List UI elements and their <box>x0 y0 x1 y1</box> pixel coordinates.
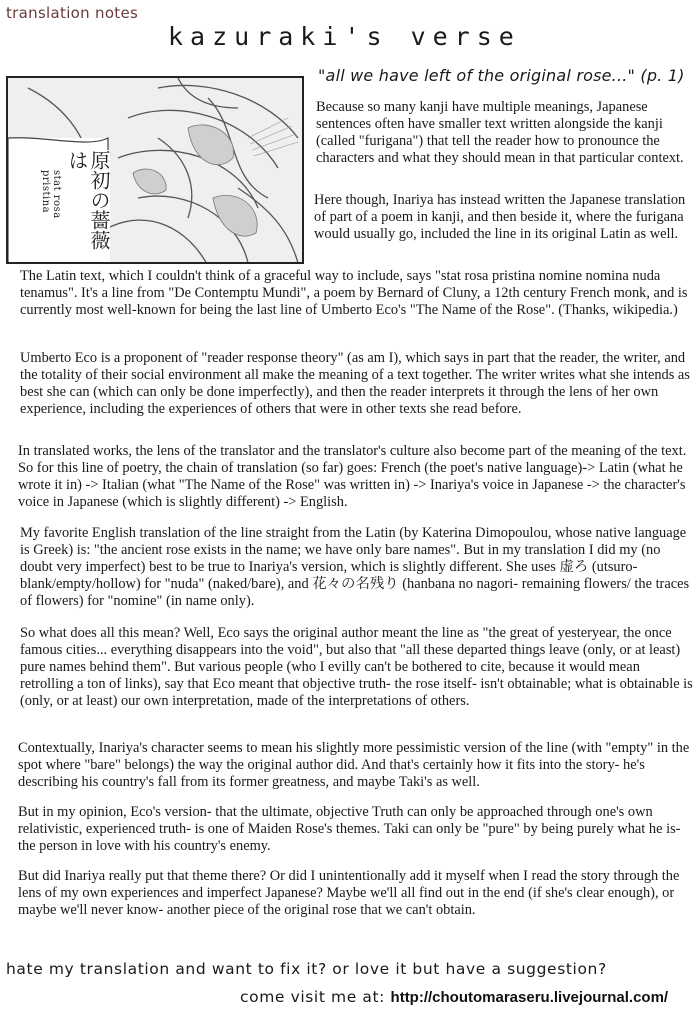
paragraph-opinion: But in my opinion, Eco's version- that the ultimate, objective Truth can only be approached through one's own relativistic, experienced truth- is one of Maiden Rose's themes. Taki can only be "pure" by being purely what he is- the person in love with his country's enemy. <box>18 804 681 854</box>
footer-visit-label: come visit me at: <box>240 988 385 1006</box>
paragraph-latin-beside: Here though, Inariya has instead written the Japanese translation of part of a poem in kanji, and then beside it, where the furigana would usually go, included the line in its original Latin as well. <box>314 192 686 242</box>
paragraph-context: Contextually, Inariya's character seems to mean his slightly more pessimistic version of the line (with "empty" in the spot where "bare" belongs) the way the original author did. And that's certainly how it fits into the story- he's describing his country's fall from its former greatness, and maybe Taki's as well. <box>18 740 690 790</box>
paragraph-conclusion: But did Inariya really put that theme there? Or did I unintentionally add it myself when I read the story through the lens of my own experiences and imperfect Japanese? Maybe we'll all find out in the end (if she's clear enough), or maybe we'll never know- another piece of the original rose that we can't obtain. <box>18 868 680 918</box>
footer-visit-line <box>240 988 668 1006</box>
manga-panel-image <box>6 76 304 264</box>
livejournal-link[interactable]: http://choutomaraseru.livejournal.com/ <box>390 989 669 1006</box>
paragraph-favorite-translation: My favorite English translation of the line straight from the Latin (by Katerina Dimopoulou, whose native language is Greek) is: "the ancient rose exists in the name; we have only bare names". But in my translation I did my (no doubt very imperfect) best to be true to Inariya's version, which is slightly different. She uses 虚ろ (utsuro- blank/empty/hollow) for "nuda" (naked/bare), and 花々の名残り (hanbana no nagori- remaining flowers/ the traces of flowers) for "nomine" (in name only). <box>20 525 690 609</box>
paragraph-latin-text: The Latin text, which I couldn't think of a graceful way to include, says "stat rosa pristina nomine nomina nuda tenamus". It's a line from "De Contemptu Mundi", a poem by Bernard of Cluny, a 12th century French monk, and is currently most well-known for being the last line of Umberto Eco's "The Name of the Rose". (Thanks, wikipedia.) <box>20 268 688 318</box>
page-title: kazuraki's verse <box>168 22 521 51</box>
footer-invitation: hate my translation and want to fix it? or love it but have a suggestion? <box>6 960 607 978</box>
paragraph-furigana: Because so many kanji have multiple meanings, Japanese sentences often have smaller text written alongside the kanji (called "furigana") that tell the reader how to pronounce the characters and what they should mean in that particular context. <box>316 99 684 166</box>
section-subheading: "all we have left of the original rose..." (p. 1) <box>318 66 685 85</box>
japanese-vertical-text: 原初の薔薇は <box>66 150 110 262</box>
latin-furigana-text: stat rosa pristina <box>40 170 62 262</box>
paragraph-translation-chain: In translated works, the lens of the translator and the translator's culture also become part of the meaning of the text. So for this line of poetry, the chain of translation (so far) goes: French (the poet's native language)-> Latin (what he wrote it in) -> Italian (what "The Name of the Rose" was written in) -> Inariya's voice in Japanese -> the character's voice in Japanese (which is slightly different) -> English. <box>18 443 687 510</box>
paragraph-reader-response: Umberto Eco is a proponent of "reader response theory" (as am I), which says in part that the reader, the writer, and the totality of their social environment all make the meaning of a text together. The writer writes what she intends as best she can (which can only be done imperfectly), and then the reader interprets it through the lens of her own experience, including the experiences of others that were in other texts she read before. <box>20 350 690 417</box>
paragraph-meaning: So what does all this mean? Well, Eco says the original author meant the line as "the great of yesteryear, the once famous cities... everything disappears into the void", but also that "all these departed things leave (only, or at least) pure names behind them". But various people (who I evilly can't be bothered to cite, because it would mean retrolling a ton of links), say that Eco meant that objective truth- the rose itself- isn't obtainable; what is obtainable is (only, or at least) our own interpretation, made of the interpretations of others. <box>20 625 693 709</box>
translation-notes-label: translation notes <box>6 4 139 22</box>
